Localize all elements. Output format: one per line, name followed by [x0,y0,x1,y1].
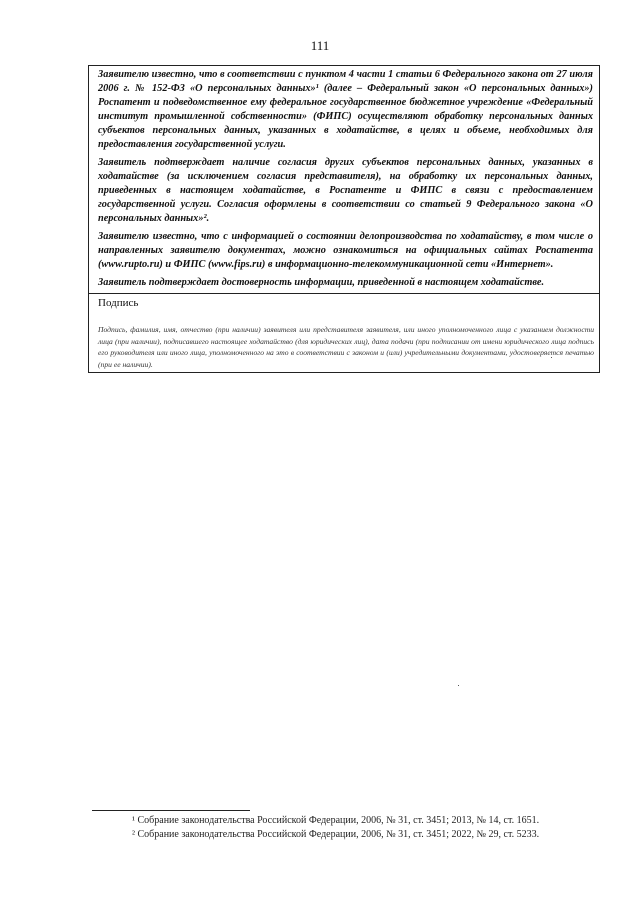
declaration-table [88,65,600,373]
statement-accuracy-confirmation: Заявитель подтверждает достоверность информации, приведенной в настоящем ходатайстве. [98,277,545,288]
statement-official-websites: Заявителю известно, что с информацией о состоянии делопроизводства по ходатайству, в том числе о направленных заявителю документах, можно ознакомиться на официальных сайтах Роспатента (www.rupto.ru) и ФИПС (www.fips.ru) в информационно-телекоммуникационной сети «Интернет». [98,231,593,270]
scan-speck [551,357,552,358]
footnote-separator [92,810,250,811]
statement-consent-confirmation: Заявитель подтверждает наличие согласия других субъектов персональных данных, указанных в ходатайстве (за исключением согласия представителя), на обработку их персональных данных, приведенных в настоящем ходатайстве, в Роспатенте и ФИПС в связи с предоставлением государственной услуги. Согласия оформлены в соответствии со статьей 9 Федерального закона «О персональных данных»². [98,157,593,224]
footnote-1: ¹ Собрание законодательства Российской Федерации, 2006, № 31, ст. 3451; 2013, № 14, ст. 1651. [132,815,540,826]
statements-cell [89,66,599,294]
signature-cell[interactable] [89,294,599,373]
page-number: 111 [310,38,330,53]
signature-note: Подпись, фамилия, имя, отчество (при наличии) заявителя или представителя заявителя, или иного уполномоченного лица с указанием должности лица (при наличии), подписавшего настоящее ходатайство (для юридических лиц), дата подачи (при подписании от имени юридического лица подпись его руководителя или иного лица, уполномоченного на это в соответствии с законом и (или) учредительными документами, удостоверяется печатью (при ее наличии). [98,325,594,369]
footnote-2: ² Собрание законодательства Российской Федерации, 2006, № 31, ст. 3451; 2022, № 29, ст. 5233. [132,829,540,840]
scan-speck [458,685,459,686]
statement-personal-data-processing: Заявителю известно, что в соответствии с пунктом 4 части 1 статьи 6 Федерального закона от 27 июля 2006 г. № 152-ФЗ «О персональных данных»¹ (далее – Федеральный закон «О персональных данных») Роспатент и подведомственное ему федеральное государственное бюджетное учреждение «Федеральный институт промышленной собственности» (ФИПС) осуществляют обработку персональных данных субъектов персональных данных, указанных в ходатайстве, в целях и объеме, необходимых для предоставления государственной услуги. [98,69,593,150]
signature-label: Подпись [98,297,139,309]
